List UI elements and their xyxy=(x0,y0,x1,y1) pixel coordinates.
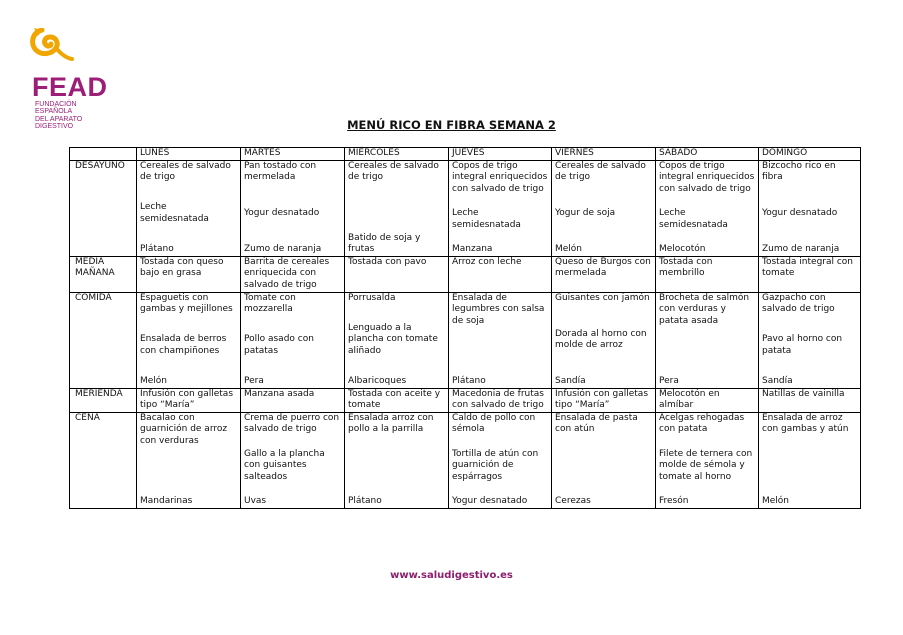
menu-cell-items xyxy=(348,257,445,292)
menu-item: Natillas de vainilla xyxy=(762,388,845,399)
menu-cell xyxy=(137,388,241,412)
menu-item: Batido de soja y frutas xyxy=(348,232,421,254)
menu-item: Bacalao con guarnición de arroz con verduras xyxy=(140,412,228,446)
menu-item: Tostada integral con tomate xyxy=(762,256,854,278)
meal-label: MEDIA MAÑANA xyxy=(70,256,137,292)
menu-cell xyxy=(241,256,345,292)
menu-cell xyxy=(552,256,656,292)
header-day-miercoles: MIÉRCOLES xyxy=(345,148,449,161)
menu-cell xyxy=(241,412,345,508)
menu-cell xyxy=(345,388,449,412)
menu-cell-items xyxy=(762,389,857,412)
header-day-lunes: LUNES xyxy=(137,148,241,161)
menu-item: Lenguado a la plancha con tomate aliñado xyxy=(348,322,438,356)
menu-cell xyxy=(345,256,449,292)
menu-item: Pera xyxy=(244,376,264,386)
menu-item: Macedonia de frutas con salvado de trigo xyxy=(452,388,544,410)
menu-item: Plátano xyxy=(140,244,174,254)
menu-cell-items xyxy=(348,413,445,508)
menu-item: Yogur desnatado xyxy=(762,208,838,218)
menu-cell xyxy=(345,412,449,508)
menu-cell xyxy=(449,412,552,508)
menu-item: Cereales de salvado de trigo xyxy=(555,160,646,182)
menu-item: Tostada con aceite y tomate xyxy=(348,388,441,410)
menu-item: Albaricoques xyxy=(348,376,407,386)
menu-cell-items xyxy=(452,257,548,292)
menu-cell xyxy=(137,256,241,292)
menu-item: Plátano xyxy=(348,496,382,506)
menu-cell-items xyxy=(452,389,548,412)
menu-cell xyxy=(656,388,759,412)
header-day-sabado: SÁBADO xyxy=(656,148,759,161)
page-title: MENÚ RICO EN FIBRA SEMANA 2 xyxy=(347,118,556,132)
header-day-martes: MARTES xyxy=(241,148,345,161)
header-day-domingo: DOMINGO xyxy=(759,148,861,161)
menu-item: Ensalada de pasta con atún xyxy=(555,412,638,434)
menu-cell xyxy=(759,256,861,292)
menu-item: Crema de puerro con salvado de trigo xyxy=(244,412,340,434)
menu-item: Tostada con pavo xyxy=(348,256,427,267)
menu-cell xyxy=(552,160,656,256)
menu-cell xyxy=(656,256,759,292)
menu-cell xyxy=(656,160,759,256)
menu-cell-items xyxy=(659,389,755,412)
menu-item: Bizcocho rico en fibra xyxy=(762,160,836,182)
footer-website: www.saludigestivo.es xyxy=(390,570,513,581)
menu-cell-items xyxy=(140,389,237,412)
menu-item: Pan tostado con mermelada xyxy=(244,160,317,182)
weekly-menu-table xyxy=(69,147,861,509)
menu-item: Tomate con mozzarella xyxy=(244,292,296,314)
menu-item: Brocheta de salmón con verduras y patata asada xyxy=(659,292,750,326)
menu-item: Yogur desnatado xyxy=(244,208,320,218)
meal-label: MERIENDA xyxy=(70,388,137,412)
menu-item: Acelgas rehogadas con patata xyxy=(659,412,745,434)
fead-subtitle-line: ESPAÑOLA xyxy=(35,108,73,116)
menu-cell-items xyxy=(762,257,857,292)
menu-item: Tostada con queso bajo en grasa xyxy=(140,256,224,278)
menu-cell-items xyxy=(244,257,341,292)
menu-item: Cerezas xyxy=(555,496,591,506)
menu-cell xyxy=(449,388,552,412)
menu-cell xyxy=(449,160,552,256)
menu-cell-items xyxy=(762,161,857,256)
menu-item: Sandía xyxy=(555,376,586,386)
menu-item: Zumo de naranja xyxy=(244,244,322,254)
menu-item: Infusión con galletas tipo “María” xyxy=(555,388,649,410)
menu-cell-items xyxy=(555,389,652,412)
menu-item: Cereales de salvado de trigo xyxy=(348,160,439,182)
menu-item: Infusión con galletas tipo “María” xyxy=(140,388,234,410)
menu-item: Pollo asado con patatas xyxy=(244,334,314,356)
menu-cell xyxy=(759,412,861,508)
menu-cell-items xyxy=(555,257,652,292)
menu-cell-items xyxy=(348,161,445,256)
table-row xyxy=(70,292,861,388)
table-row xyxy=(70,388,861,412)
menu-item: Ensalada de legumbres con salsa de soja xyxy=(452,292,545,326)
menu-item: Uvas xyxy=(244,496,267,506)
menu-item: Pavo al horno con patata xyxy=(762,334,843,356)
menu-item: Leche semidesnatada xyxy=(140,202,209,224)
fead-swirl-icon xyxy=(28,28,74,70)
menu-item: Tortilla de atún con guarnición de espárragos xyxy=(452,448,539,482)
table-header-row xyxy=(70,148,861,161)
menu-cell xyxy=(137,160,241,256)
menu-cell xyxy=(241,388,345,412)
menu-cell xyxy=(137,292,241,388)
header-day-jueves: JUEVES xyxy=(449,148,552,161)
menu-cell-items xyxy=(659,257,755,292)
table-row xyxy=(70,160,861,256)
menu-item: Fresón xyxy=(659,496,689,506)
menu-item: Yogur desnatado xyxy=(452,496,528,506)
menu-cell xyxy=(552,388,656,412)
fead-wordmark: FEAD xyxy=(32,72,108,102)
menu-item: Plátano xyxy=(452,376,486,386)
menu-cell-items xyxy=(140,257,237,292)
menu-cell-items xyxy=(452,413,548,508)
menu-item: Guisantes con jamón xyxy=(555,292,650,303)
menu-cell xyxy=(759,292,861,388)
menu-item: Melocotón en almíbar xyxy=(659,388,720,410)
menu-item: Pera xyxy=(659,376,679,386)
menu-item: Arroz con leche xyxy=(452,256,522,267)
meal-label: DESAYUNO xyxy=(70,160,137,256)
menu-item: Cereales de salvado de trigo xyxy=(140,160,231,182)
menu-cell xyxy=(656,412,759,508)
menu-item: Caldo de pollo con sémola xyxy=(452,412,536,434)
menu-cell-items xyxy=(555,161,652,256)
menu-cell xyxy=(552,292,656,388)
menu-item: Gazpacho con salvado de trigo xyxy=(762,292,835,314)
menu-item: Copos de trigo integral enriquecidos con salvado de trigo xyxy=(452,160,548,194)
menu-item: Copos de trigo integral enriquecidos con salvado de trigo xyxy=(659,160,755,194)
menu-cell-items xyxy=(555,413,652,508)
menu-cell xyxy=(345,160,449,256)
menu-item: Ensalada de arroz con gambas y atún xyxy=(762,412,849,434)
menu-item: Barrita de cereales enriquecida con salvado de trigo xyxy=(244,256,330,290)
menu-item: Sandía xyxy=(762,376,793,386)
table-row xyxy=(70,256,861,292)
table-row xyxy=(70,412,861,508)
menu-cell-items xyxy=(555,293,652,388)
menu-cell-items xyxy=(762,413,857,508)
menu-item: Leche semidesnatada xyxy=(452,208,521,230)
menu-cell xyxy=(449,256,552,292)
menu-cell-items xyxy=(452,293,548,388)
menu-item: Ensalada de berros con champiñones xyxy=(140,334,227,356)
menu-item: Porrusalda xyxy=(348,292,396,303)
menu-cell-items xyxy=(659,413,755,508)
fead-subtitle-line: DIGESTIVO xyxy=(35,123,74,131)
menu-item: Manzana xyxy=(452,244,493,254)
menu-cell xyxy=(656,292,759,388)
menu-cell xyxy=(759,160,861,256)
menu-cell-items xyxy=(348,389,445,412)
menu-cell xyxy=(345,292,449,388)
menu-cell-items xyxy=(244,389,341,412)
menu-cell-items xyxy=(659,293,755,388)
menu-item: Dorada al horno con molde de arroz xyxy=(555,328,647,350)
menu-cell xyxy=(759,388,861,412)
menu-cell-items xyxy=(244,293,341,388)
menu-cell xyxy=(552,412,656,508)
menu-item: Gallo a la plancha con guisantes salteados xyxy=(244,448,325,482)
menu-item: Tostada con membrillo xyxy=(659,256,713,278)
menu-cell xyxy=(449,292,552,388)
menu-item: Melocotón xyxy=(659,244,706,254)
menu-cell-items xyxy=(762,293,857,388)
meal-label: CENA xyxy=(70,412,137,508)
header-corner-cell xyxy=(70,148,137,161)
fead-subtitle-line: DEL APARATO xyxy=(35,115,83,123)
menu-cell xyxy=(241,160,345,256)
menu-item: Zumo de naranja xyxy=(762,244,840,254)
fead-subtitle-line: FUNDACIÓN xyxy=(35,101,77,108)
menu-item: Yogur de soja xyxy=(555,208,616,218)
menu-item: Filete de ternera con molde de sémola y tomate al horno xyxy=(659,448,753,482)
menu-item: Melón xyxy=(762,496,790,506)
menu-cell-items xyxy=(140,161,237,256)
menu-cell-items xyxy=(140,413,237,508)
menu-item: Manzana asada xyxy=(244,388,315,399)
menu-item: Mandarinas xyxy=(140,496,193,506)
menu-item: Queso de Burgos con mermelada xyxy=(555,256,651,278)
menu-cell xyxy=(137,412,241,508)
menu-item: Leche semidesnatada xyxy=(659,208,728,230)
menu-cell-items xyxy=(244,161,341,256)
menu-cell-items xyxy=(348,293,445,388)
header-day-viernes: VIERNES xyxy=(552,148,656,161)
menu-item: Ensalada arroz con pollo a la parrilla xyxy=(348,412,434,434)
menu-item: Melón xyxy=(555,244,583,254)
menu-cell-items xyxy=(140,293,237,388)
menu-item: Espaguetis con gambas y mejillones xyxy=(140,292,233,314)
menu-cell xyxy=(241,292,345,388)
menu-cell-items xyxy=(244,413,341,508)
table-body xyxy=(70,160,861,508)
meal-label: COMIDA xyxy=(70,292,137,388)
menu-cell-items xyxy=(659,161,755,256)
menu-item: Melón xyxy=(140,376,168,386)
menu-cell-items xyxy=(452,161,548,256)
